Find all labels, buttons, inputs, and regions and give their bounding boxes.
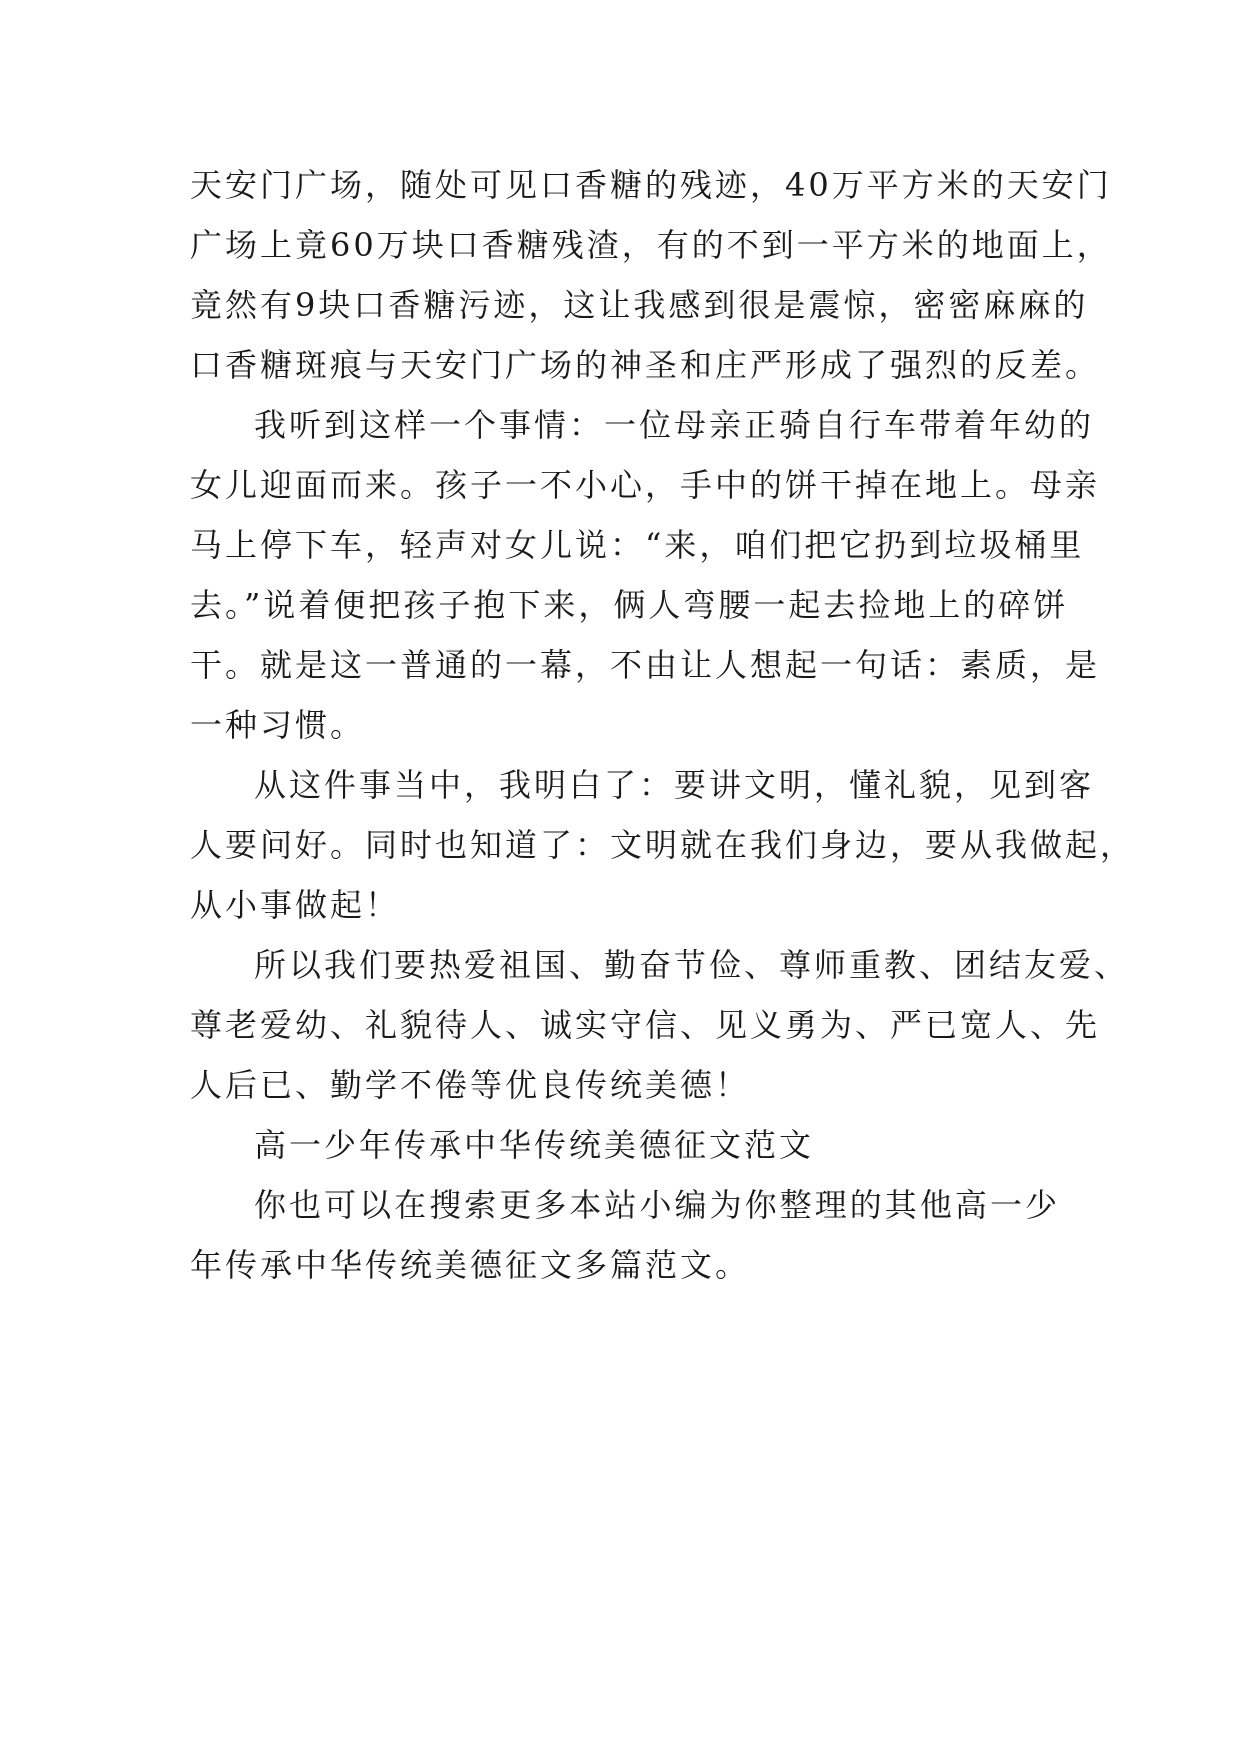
text-line: 人要问好。同时也知道了：文明就在我们身边，要从我做起， xyxy=(190,826,1136,864)
text-line: 口香糖斑痕与天安门广场的神圣和庄严形成了强烈的反差。 xyxy=(190,346,1101,384)
text-line: 年传承中华传统美德征文多篇范文。 xyxy=(190,1246,751,1284)
document-body xyxy=(190,155,1136,1295)
text-line: 天安门广场，随处可见口香糖的残迹，40万平方米的天安门 xyxy=(190,166,1112,204)
text-line: 一种习惯。 xyxy=(190,706,366,744)
text-line: 尊老爱幼、礼貌待人、诚实守信、见义勇为、严已宽人、先 xyxy=(190,1006,1101,1044)
text-line: 所以我们要热爱祖国、勤奋节俭、尊师重教、团结友爱、 xyxy=(254,946,1130,984)
text-line: 竟然有9块口香糖污迹，这让我感到很是震惊，密密麻麻的 xyxy=(190,286,1089,324)
text-line: 从这件事当中，我明白了：要讲文明，懂礼貌，见到客 xyxy=(254,766,1095,804)
text-line: 广场上竟60万块口香糖残渣，有的不到一平方米的地面上， xyxy=(190,226,1112,264)
text-line: 去。”说着便把孩子抱下来，俩人弯腰一起去捡地上的碎饼 xyxy=(190,586,1069,624)
text-line: 马上停下车，轻声对女儿说：“来，咱们把它扔到垃圾桶里 xyxy=(190,526,1085,564)
text-line: 你也可以在搜索更多本站小编为你整理的其他高一少 xyxy=(254,1186,1060,1224)
text-line: 人后已、勤学不倦等优良传统美德！ xyxy=(190,1066,751,1104)
text-line: 高一少年传承中华传统美德征文范文 xyxy=(254,1126,815,1164)
text-line: 干。就是这一普通的一幕，不由让人想起一句话：素质，是 xyxy=(190,646,1101,684)
text-line: 从小事做起！ xyxy=(190,886,401,924)
text-line: 我听到这样一个事情：一位母亲正骑自行车带着年幼的 xyxy=(254,406,1095,444)
text-line: 女儿迎面而来。孩子一不小心，手中的饼干掉在地上。母亲 xyxy=(190,466,1101,504)
